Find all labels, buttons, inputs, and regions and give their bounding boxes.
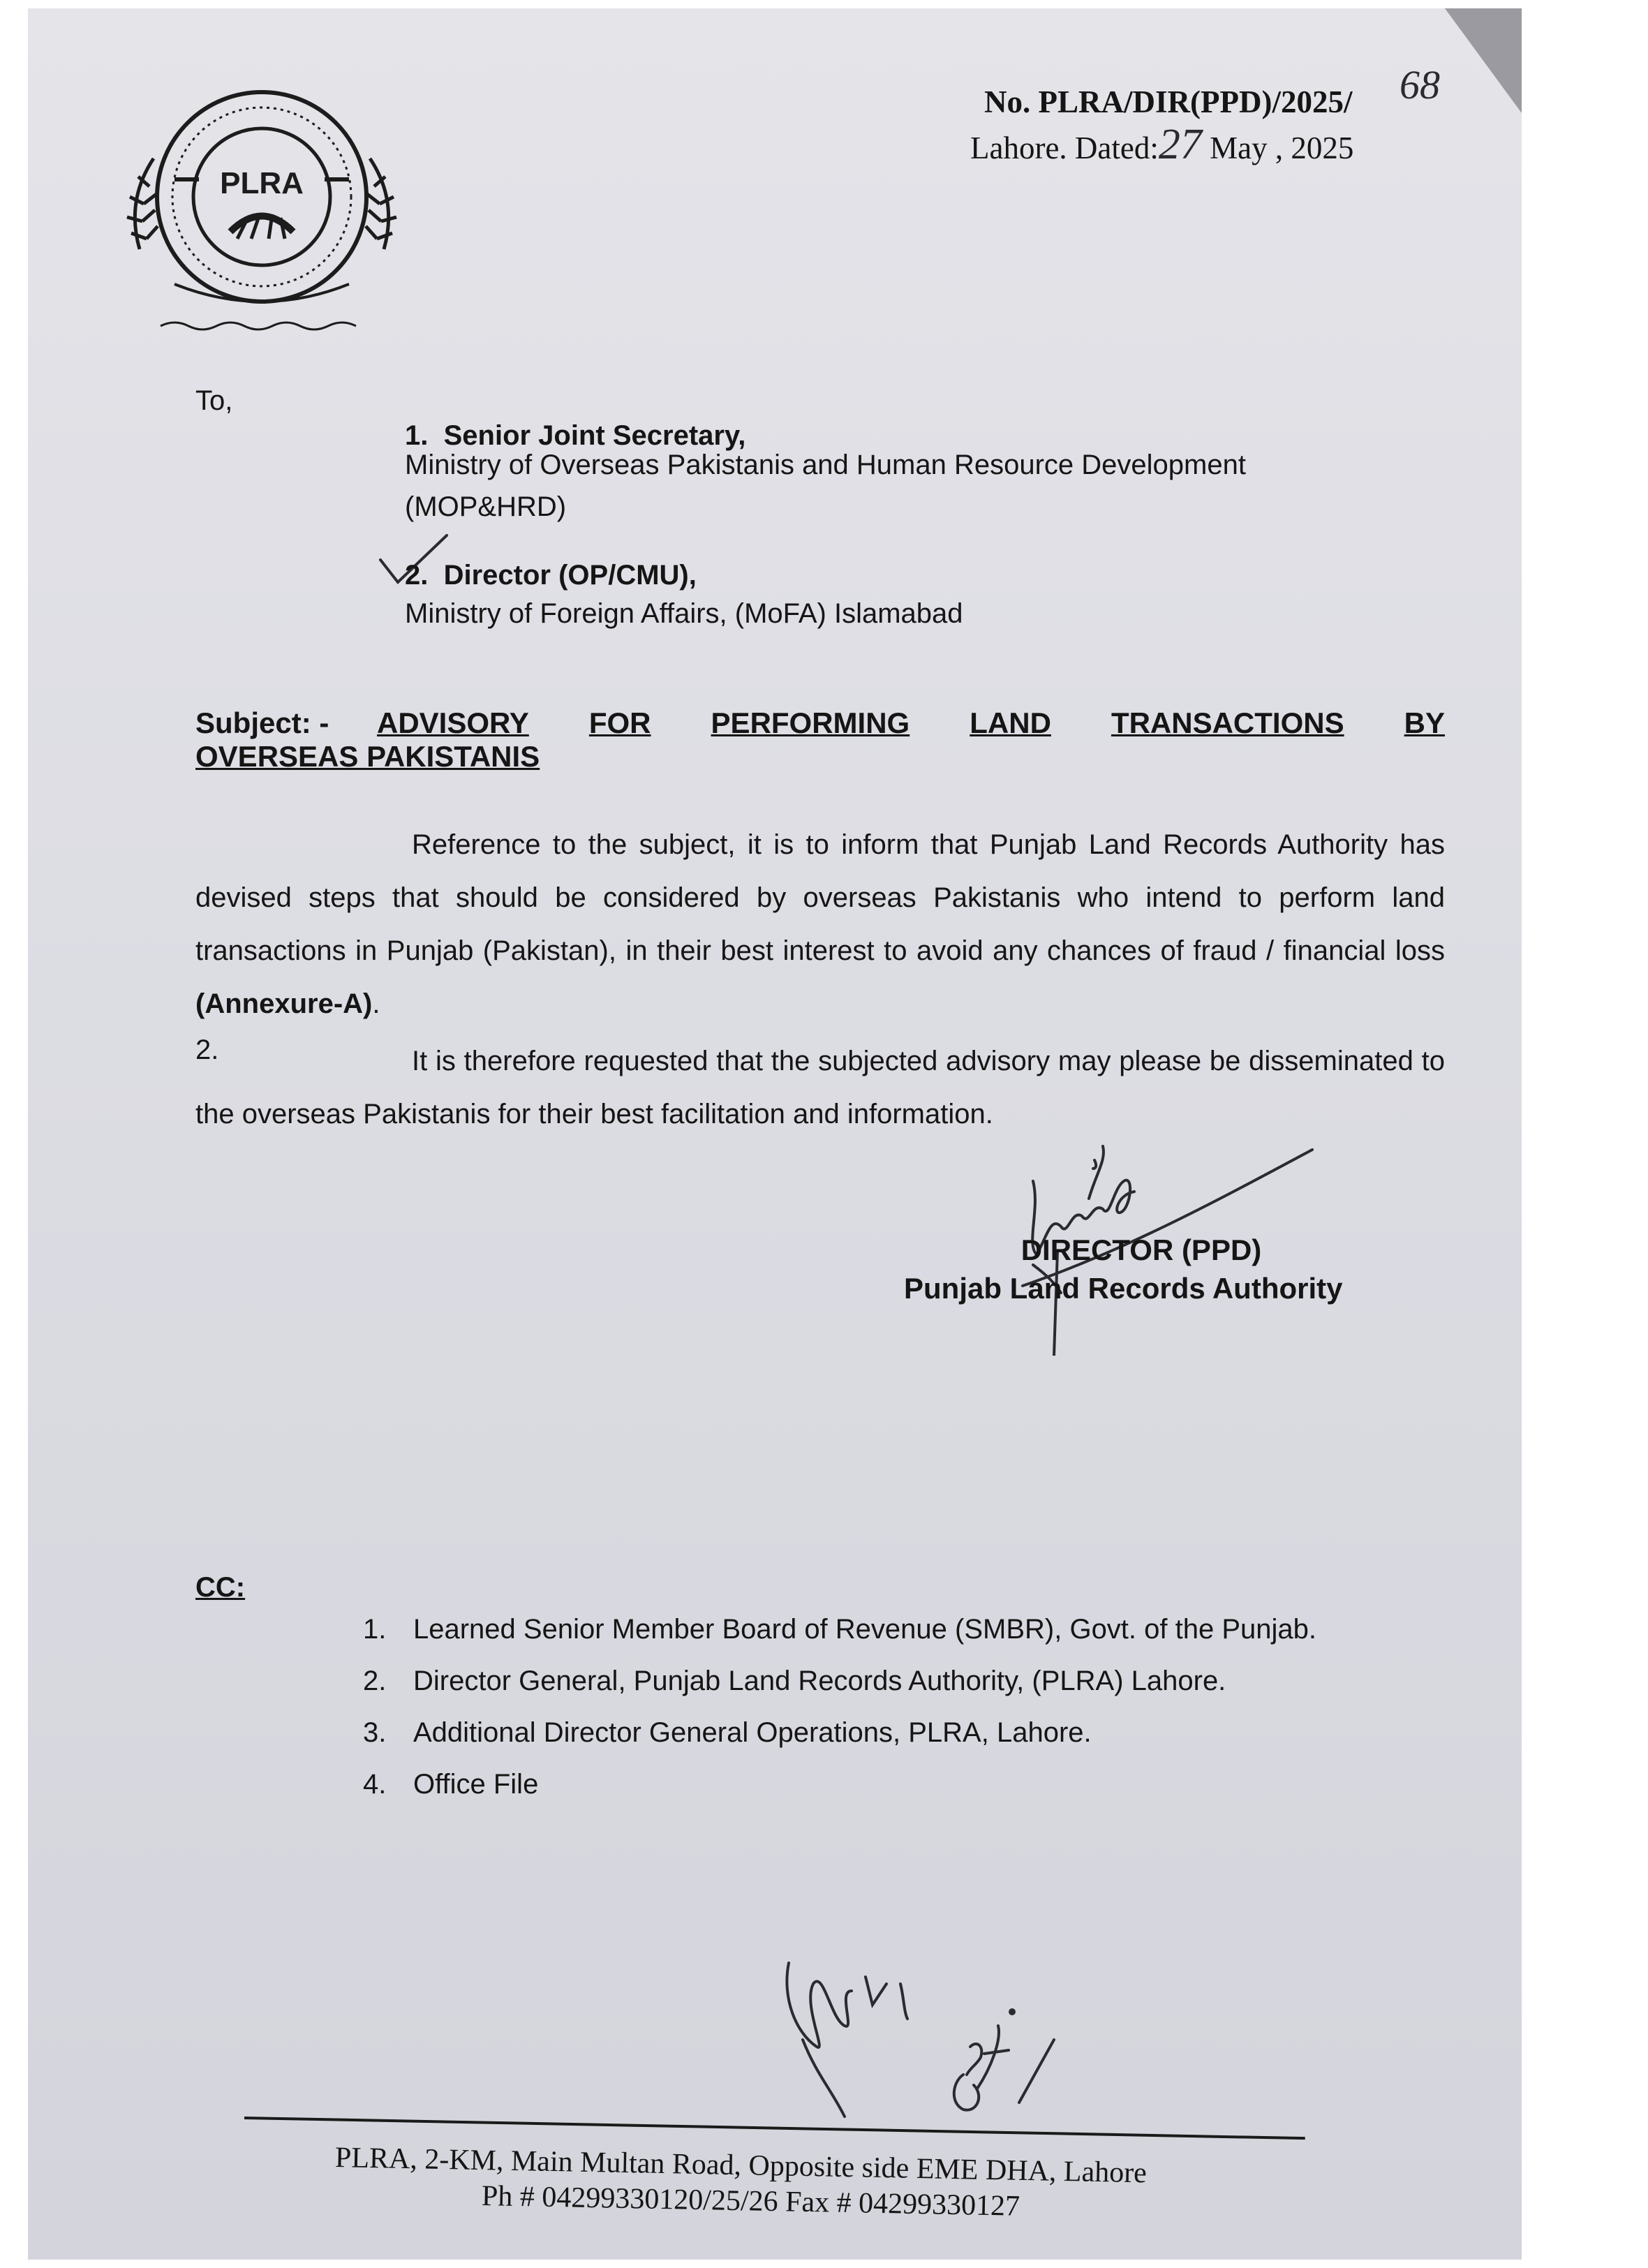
subject-word: FOR — [588, 706, 651, 739]
recipient-1-number: 1. — [405, 420, 429, 451]
recipient-2-org-line1: Ministry of Foreign Affairs, (MoFA) Islamabad — [405, 598, 963, 629]
cc-item — [363, 1614, 1316, 1666]
paragraph-1-text: Reference to the subject, it is to inform that Punjab Land Records Authority has devised steps that should be considered by overseas Pakistanis who intend to perform land transactions in Punjab (Pakistan), in their best interest to avoid any chances of fraud / financial loss — [195, 829, 1445, 966]
date-line — [970, 120, 1353, 170]
cc-item-text: Additional Director General Operations, PLRA, Lahore. — [413, 1717, 1092, 1748]
folded-corner — [1445, 8, 1522, 113]
recipient-2-number: 2. — [405, 560, 429, 591]
salutation-to: To, — [195, 385, 233, 416]
body-paragraph-1 — [195, 818, 1445, 1030]
subject-word: ADVISORY — [377, 706, 529, 739]
cc-item-number: 4. — [363, 1769, 387, 1800]
cc-item-text: Office File — [413, 1769, 539, 1800]
recipient-1-title-text: Senior Joint Secretary, — [443, 420, 746, 451]
recipient-1-title — [405, 420, 745, 452]
annexure-reference: (Annexure-A) — [195, 988, 373, 1019]
footer-phone-fax: Ph # 04299330120/25/26 Fax # 04299330127 — [481, 2180, 1020, 2223]
cc-label: CC: — [195, 1572, 246, 1603]
handwritten-initials-marks — [761, 1935, 1096, 2144]
date-prefix: Lahore. Dated: — [970, 131, 1159, 165]
subject-line1 — [377, 706, 1445, 740]
logo-text: PLRA — [220, 166, 304, 200]
signatory-organization: Punjab Land Records Authority — [904, 1272, 1343, 1305]
cc-item-number: 2. — [363, 1666, 387, 1696]
recipient-2-title — [405, 560, 697, 591]
subject-word: TRANSACTIONS — [1111, 706, 1344, 739]
subject-word: PERFORMING — [711, 706, 910, 739]
recipient-2-title-text: Director (OP/CMU), — [443, 560, 697, 591]
recipient-1-org-line2: (MOP&HRD) — [405, 491, 567, 522]
cc-item-text: Director General, Punjab Land Records Authority, (PLRA) Lahore. — [413, 1666, 1226, 1696]
cc-item-number: 3. — [363, 1717, 387, 1748]
reference-number: No. PLRA/DIR(PPD)/2025/ — [984, 84, 1353, 119]
subject-word: BY — [1404, 706, 1445, 739]
cc-item — [363, 1666, 1316, 1717]
body-paragraph-2: It is therefore requested that the subjected advisory may please be disseminated to the overseas Pakistanis for their best facilitation and information. — [195, 1046, 1445, 1129]
subject-label: Subject: - — [195, 706, 329, 739]
paragraph-1-end: . — [372, 988, 380, 1019]
cc-item-number: 1. — [363, 1614, 387, 1645]
date-suffix: May , 2025 — [1210, 131, 1354, 165]
subject-word: LAND — [970, 706, 1051, 739]
recipient-1-org-line1: Ministry of Overseas Pakistanis and Human Resource Development — [405, 450, 1246, 480]
subject-block — [195, 706, 1445, 773]
date-day-handwritten: 27 — [1158, 121, 1202, 168]
subject-line2: OVERSEAS PAKISTANIS — [195, 740, 540, 773]
footer-address: PLRA, 2-KM, Main Multan Road, Opposite side EME DHA, Lahore — [334, 2142, 1148, 2190]
cc-item-text: Learned Senior Member Board of Revenue (SMBR), Govt. of the Punjab. — [413, 1614, 1317, 1645]
cc-item — [363, 1769, 1316, 1821]
signatory-designation: DIRECTOR (PPD) — [1020, 1233, 1262, 1266]
cc-list — [363, 1614, 1316, 1821]
plra-logo-seal — [98, 75, 426, 354]
cc-item — [363, 1717, 1316, 1769]
reference-number-handwritten: 68 — [1400, 62, 1440, 108]
letter-page — [28, 8, 1522, 2260]
paragraph-2-number: 2. — [195, 1035, 219, 1065]
